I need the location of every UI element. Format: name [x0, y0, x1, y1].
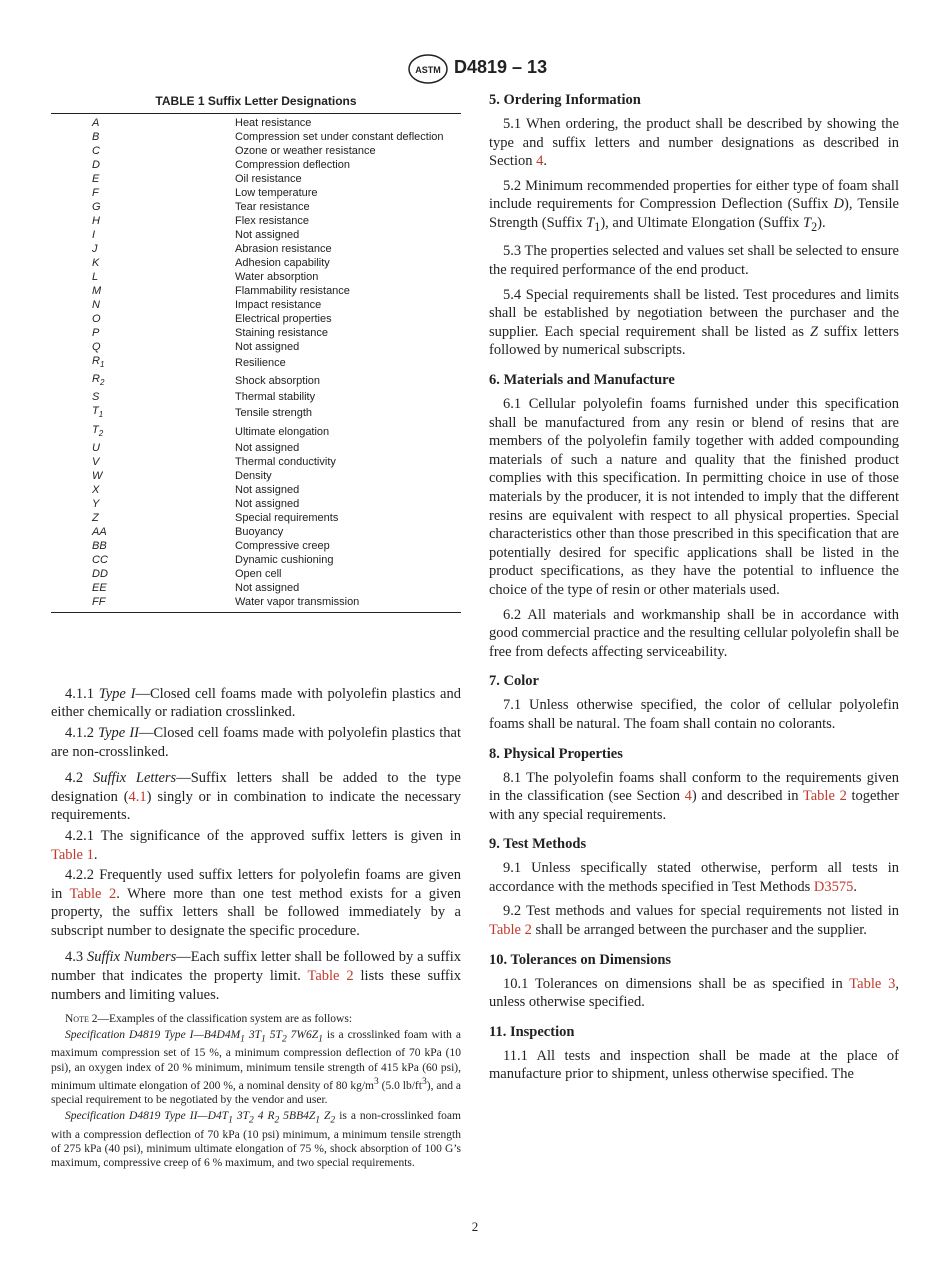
suffix-description: Tear resistance [235, 201, 310, 213]
suffix-description: Water vapor transmission [235, 595, 360, 608]
suffix-letter: N [92, 299, 100, 311]
suffix-description: Impact resistance [235, 299, 322, 311]
suffix-description: Density [235, 469, 272, 482]
suffix-letter: A [92, 117, 100, 129]
section-7-heading: 7. Color [489, 673, 539, 690]
table-row [51, 525, 461, 539]
suffix-letter: EE [92, 581, 107, 594]
table-row [51, 312, 461, 326]
ref-4-1-link[interactable]: 4.1 [128, 788, 147, 805]
suffix-code [51, 298, 235, 312]
para-4-2: 4.2 Suffix Letters—Suffix letters shall be added to the type designation (4.1) singly or in combination to indicate the necessary requirements. [51, 770, 461, 824]
suffix-letter: X [92, 483, 100, 496]
suffix-code [51, 525, 235, 539]
note-2: Note 2—Examples of the classification system are as follows: [65, 1013, 353, 1026]
svg-text:ASTM: ASTM [415, 65, 441, 75]
para-5-4: 5.4 Special requirements shall be listed. Test procedures and limits shall be established by negotiation between the purchaser and the supplier. Each special requirement shall be listed as Z suffix letters followed by numerical subscripts. [489, 286, 899, 359]
ref-table-2-link[interactable]: Table 2 [802, 788, 847, 805]
left-column [51, 92, 461, 1172]
table-row [51, 581, 461, 595]
suffix-letter: AA [92, 525, 107, 538]
suffix-letter: Y [92, 497, 100, 510]
para-7-1: 7.1 Unless otherwise specified, the color of cellular polyolefin foams shall be natural. The foam shall contain no colorants. [489, 697, 899, 732]
suffix-code [51, 511, 235, 525]
table-row [51, 567, 461, 581]
suffix-code [51, 284, 235, 298]
table-row [51, 144, 461, 158]
suffix-letter: W [92, 469, 103, 482]
table-row [51, 511, 461, 525]
suffix-code [51, 312, 235, 326]
para-4-3: 4.3 Suffix Numbers—Each suffix letter shall be followed by a suffix number that indicates the property limit. Table 2 lists these suffix numbers and limiting values. [51, 949, 462, 1003]
table-row [51, 372, 461, 390]
suffix-code [51, 354, 235, 372]
suffix-letter: Z [92, 511, 99, 524]
para-9-2: 9.2 Test methods and values for special requirements not listed in Table 2 shall be arranged between the purchaser and the supplier. [489, 903, 899, 939]
suffix-letter: T [92, 405, 99, 418]
suffix-description: Compressive creep [235, 539, 330, 552]
suffix-code [51, 242, 235, 256]
suffix-code [51, 455, 235, 469]
para-6-2: 6.2 All materials and workmanship shall be in accordance with good commercial practice and the resulting cellular polyolefin shall be free from defects affecting serviceability. [489, 606, 899, 660]
suffix-subscript: 2 [99, 378, 105, 388]
para-6-1: 6.1 Cellular polyolefin foams furnished under this specification shall be manufactured from any resin or blend of resins that are members of the polyolefin family together with added compounding materials of such a nature and quality that the finished product complies with this specification. In permitting choice in use of those materials by the producer, it is not intended to imply that the different resins are equivalent with respect to all physical properties. Special characteristics other than those prescribed in this specification that are potentially desired for specific applications shall be listed in the product specifications, as they have the potential to influence the choice of the type of resin or other materials used. [489, 396, 899, 598]
suffix-description: Ultimate elongation [235, 425, 330, 438]
suffix-description: Compression deflection [235, 159, 350, 171]
suffix-letter: L [92, 271, 99, 283]
suffix-description: Special requirements [235, 511, 339, 524]
ref-section-4-link[interactable]: 4 [684, 788, 692, 805]
para-4-2-1: 4.2.1 The significance of the approved suffix letters is given in Table 1. [51, 827, 461, 863]
table-row [51, 242, 461, 256]
suffix-description: Ozone or weather resistance [235, 145, 376, 157]
suffix-subscript: 1 [98, 410, 104, 420]
page-header [0, 54, 950, 84]
suffix-letter: V [92, 455, 100, 468]
table-row [51, 390, 461, 404]
suffix-letter: P [92, 327, 100, 339]
suffix-description: Adhesion capability [235, 257, 330, 269]
suffix-code [51, 326, 235, 340]
suffix-letter: C [92, 145, 100, 157]
suffix-description: Dynamic cushioning [235, 553, 334, 566]
section-9-heading: 9. Test Methods [489, 836, 587, 853]
table-row [51, 186, 461, 200]
table-row [51, 553, 461, 567]
suffix-description: Tensile strength [235, 407, 313, 420]
table-row [51, 256, 461, 270]
suffix-description: Buoyancy [235, 525, 284, 538]
suffix-subscript: 1 [99, 360, 105, 370]
suffix-letter: DD [92, 567, 108, 580]
table-row [51, 114, 461, 131]
page-number: 2 [471, 1219, 479, 1234]
table-1-title: TABLE 1 Suffix Letter Designations [155, 94, 357, 108]
table-row [51, 298, 461, 312]
suffix-letter: R [92, 355, 100, 367]
suffix-description: Water absorption [235, 271, 319, 283]
suffix-letter: O [92, 313, 101, 325]
suffix-letter: H [92, 215, 100, 227]
suffix-code [51, 200, 235, 214]
ref-section-4-link[interactable]: 4 [536, 153, 544, 170]
section-10-heading: 10. Tolerances on Dimensions [489, 951, 672, 968]
suffix-letter: T [92, 423, 99, 436]
table-row [51, 228, 461, 242]
table-row [51, 354, 461, 372]
suffix-code [51, 270, 235, 284]
para-4-1-2: 4.1.2 Type II—Closed cell foams made with polyolefin plastics that are non-crosslinked. [51, 724, 461, 760]
suffix-code [51, 340, 235, 354]
para-8-1: 8.1 The polyolefin foams shall conform to the requirements given in the classification (see Section 4) and described in Table 2 together with any special requirements. [489, 769, 899, 823]
ref-table-2-link[interactable]: Table 2 [307, 968, 354, 985]
suffix-description: Not assigned [235, 497, 300, 510]
para-4-2-2: 4.2.2 Frequently used suffix letters for polyolefin foams are given in Table 2. Where more than one test method exists for a given property, the suffix letters shall be followed immediately by a subscript number to designate the specific procedure. [51, 867, 461, 939]
table-row [51, 340, 461, 354]
table-row [51, 441, 461, 455]
suffix-letter: E [92, 173, 100, 185]
para-11-1: 11.1 All tests and inspection shall be made at the place of manufacture prior to shipment, unless otherwise specified. The [489, 1047, 899, 1083]
suffix-description: Flex resistance [235, 215, 309, 227]
suffix-letter: J [92, 243, 98, 255]
suffix-letter: R [92, 373, 100, 386]
suffix-code [51, 423, 235, 441]
suffix-subscript: 2 [98, 428, 104, 438]
suffix-letter: I [92, 229, 96, 241]
suffix-letter: Q [92, 341, 101, 353]
suffix-description: Shock absorption [235, 375, 320, 388]
suffix-description: Thermal stability [235, 391, 316, 404]
suffix-code [51, 256, 235, 270]
table-row [51, 455, 461, 469]
ref-table-1-link[interactable]: Table 1 [51, 846, 94, 863]
suffix-description: Heat resistance [235, 117, 312, 129]
suffix-letter: FF [92, 595, 106, 608]
suffix-code [51, 595, 235, 613]
table-row [51, 497, 461, 511]
suffix-code [51, 372, 235, 390]
suffix-description: Not assigned [235, 483, 300, 496]
suffix-description: Oil resistance [235, 173, 302, 185]
suffix-code [51, 158, 235, 172]
table-row [51, 595, 461, 613]
suffix-description: Not assigned [235, 229, 300, 241]
section-11-heading: 11. Inspection [489, 1023, 575, 1040]
table-row [51, 270, 461, 284]
table-row [51, 539, 461, 553]
suffix-code [51, 214, 235, 228]
note-2-example-2: Specification D4819 Type $II—D4T_1$ $3T_2$ 4 $R_2$ $5BB4Z_1$ $Z_2$ is a non-crosslinked foam with a compression deflection of 70 kPa (10 psi) minimum, a minimum tensile strength of 275 kPa (40 psi), minimum ultimate elongation of 75 %, shock absorption of 100 G’s maximum, compressive creep of 6 % maximum, and two special requirements. [51, 1109, 461, 1170]
table-row [51, 423, 461, 441]
suffix-code [51, 581, 235, 595]
para-5-1: 5.1 When ordering, the product shall be described by showing the type and suffix letters and number designations as described in Section 4. [489, 116, 899, 170]
suffix-letter: G [92, 201, 101, 213]
suffix-code [51, 144, 235, 158]
ref-d3575-link[interactable]: D3575 [813, 878, 854, 895]
note-2-example-1: Specification D4819 Type $I—B4D4M_1$ $3T_1$ $5T_2$ $7W6Z_1$ is a crosslinked foam with a maximum compression set of 15 %, a minimum compression deflection of 70 kPa (10 psi), an oxygen index of 20 % minimum, minimum tensile strength of 415 kPa (60 psi), minimum ultimate elongation of 200 %, a nominal density of 80 $kg/m^3$ (5.0 $lb/ft^3$), and a special requirement to be negotiated by the vendor and user. [51, 1028, 461, 1107]
suffix-code [51, 228, 235, 242]
right-column [489, 92, 899, 1090]
suffix-code [51, 469, 235, 483]
suffix-description: Low temperature [235, 187, 318, 199]
table-row [51, 284, 461, 298]
suffix-description: Not assigned [235, 341, 300, 353]
suffix-letter: D [92, 159, 100, 171]
suffix-description: Electrical properties [235, 313, 332, 325]
suffix-letter: U [92, 441, 100, 454]
para-5-3: 5.3 The properties selected and values set shall be selected to ensure the required performance of the end product. [489, 243, 899, 279]
suffix-letter: M [92, 285, 102, 297]
suffix-code [51, 172, 235, 186]
suffix-code [51, 130, 235, 144]
table-row [51, 469, 461, 483]
section-8-heading: 8. Physical Properties [489, 745, 623, 762]
suffix-letter-table [51, 113, 461, 613]
suffix-description: Not assigned [235, 441, 300, 454]
para-4-1-1: 4.1.1 Type I—Closed cell foams made with polyolefin plastics and either chemically or radiation crosslinked. [51, 685, 461, 721]
table-row [51, 483, 461, 497]
suffix-letter: BB [92, 539, 107, 552]
para-10-1: 10.1 Tolerances on dimensions shall be as specified in Table 3, unless otherwise specified. [489, 975, 900, 1011]
ref-table-2-link[interactable]: Table 2 [489, 922, 532, 939]
suffix-description: Resilience [235, 357, 286, 370]
ref-table-3-link[interactable]: Table 3 [849, 975, 896, 992]
table-row [51, 404, 461, 422]
suffix-description: Flammability resistance [235, 285, 350, 297]
suffix-letter: B [92, 131, 100, 143]
standard-designation: D4819 – 13 [454, 57, 548, 77]
section-6-heading: 6. Materials and Manufacture [489, 372, 675, 389]
suffix-code [51, 567, 235, 581]
astm-logo-icon [408, 54, 448, 84]
table-row [51, 158, 461, 172]
suffix-code [51, 539, 235, 553]
suffix-letter: CC [92, 553, 108, 566]
suffix-code [51, 404, 235, 422]
suffix-code [51, 114, 235, 131]
suffix-description: Open cell [235, 567, 282, 580]
suffix-description: Compression set under constant deflection [235, 131, 444, 143]
suffix-description: Thermal conductivity [235, 455, 336, 468]
suffix-letter: K [92, 257, 100, 269]
suffix-description: Not assigned [235, 581, 300, 594]
suffix-code [51, 497, 235, 511]
suffix-code [51, 390, 235, 404]
suffix-code [51, 441, 235, 455]
suffix-letter: F [92, 187, 99, 199]
suffix-letter: S [92, 391, 100, 404]
para-9-1: 9.1 Unless specifically stated otherwise, perform all tests in accordance with the methods specified in Test Methods D3575. [489, 860, 899, 895]
suffix-description: Abrasion resistance [235, 243, 332, 255]
table-row [51, 214, 461, 228]
table-row [51, 326, 461, 340]
suffix-code [51, 553, 235, 567]
table-row [51, 130, 461, 144]
ref-table-2-link[interactable]: Table 2 [69, 885, 117, 902]
para-5-2: 5.2 Minimum recommended properties for either type of foam shall include requirements for Compression Deflection (Suffix D), Tensile Strength (Suffix $T_1$), and Ultimate Elongation (Suffix $T_2$). [489, 177, 899, 234]
table-row [51, 200, 461, 214]
suffix-code [51, 186, 235, 200]
section-5-heading: 5. Ordering Information [489, 92, 641, 108]
table-row [51, 172, 461, 186]
suffix-description: Staining resistance [235, 327, 328, 339]
suffix-code [51, 483, 235, 497]
